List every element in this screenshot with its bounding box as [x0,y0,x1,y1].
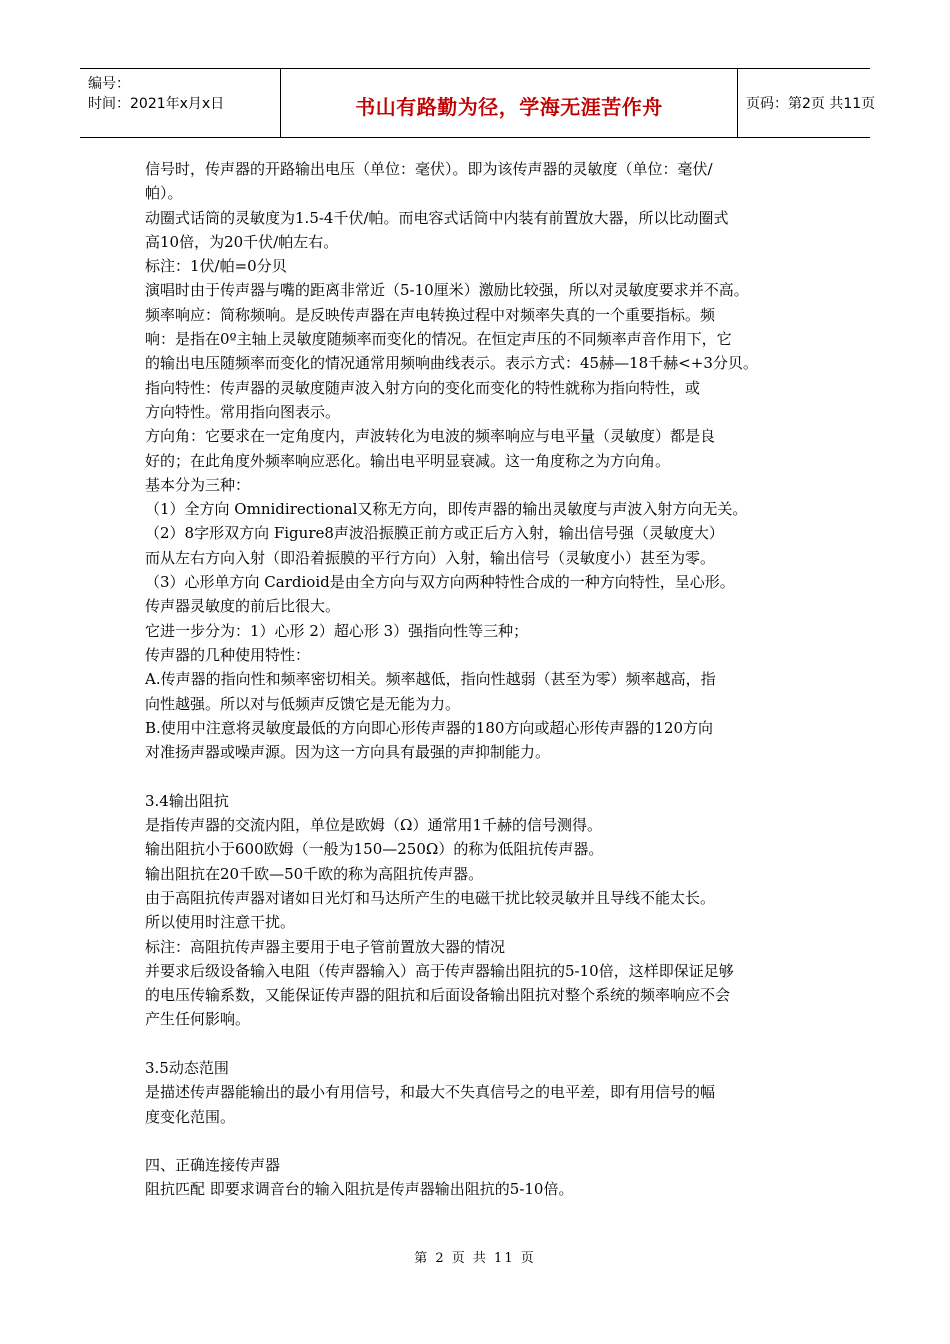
body-text-line: 并要求后级设备输入电阻（传声器输入）高于传声器输出阻抗的5-10倍，这样即保证足够 [145,961,734,980]
body-text-line: 好的；在此角度外频率响应恶化。输出电平明显衰减。这一角度称之为方向角。 [145,451,671,470]
body-text-line: 3.4输出阻抗 [145,791,229,810]
doc-date: 时间：2021年x月x日 [88,96,225,112]
page-footer: 第 2 页 共 11 页 [414,1251,536,1266]
body-text-line: 是指传声器的交流内阻，单位是欧姆（Ω）通常用1千赫的信号测得。 [145,816,602,835]
doc-number: 编号： [88,76,130,92]
page-header [80,68,876,138]
blank-line [145,764,810,788]
body-text-line: 四、正确连接传声器 [145,1156,281,1175]
body-text-line: 对准扬声器或噪声源。因为这一方向具有最强的声抑制能力。 [145,743,551,762]
body-text-line: （2）8字形双方向 Figure8声波沿振膜正前方或正后方入射，输出信号强（灵敏度大） [145,524,724,543]
body-text-line: 基本分为三种： [145,475,251,494]
body-text-line: 帕）。 [145,184,183,203]
body-text-line: 产生任何影响。 [145,1010,251,1029]
body-text-line: 标注：1伏/帕=0分贝 [145,257,287,276]
header-page-cell [738,69,876,137]
header-motto-cell [281,69,738,137]
body-text-line: 所以使用时注意干扰。 [145,913,296,932]
body-text-line: 的输出电压随频率而变化的情况通常用频响曲线表示。表示方式：45赫—18千赫<+3分贝。 [145,354,758,373]
header-meta-cell [80,69,281,137]
body-text-line: （1）全方向 Omnidirectional又称无方向，即传声器的输出灵敏度与声波入射方向无关。 [145,500,748,519]
body-text-line: 3.5动态范围 [145,1058,229,1077]
body-text-line: 而从左右方向入射（即沿着振膜的平行方向）入射，输出信号（灵敏度小）甚至为零。 [145,548,716,567]
body-text-line: 传声器灵敏度的前后比很大。 [145,597,341,616]
body-text-line: 是描述传声器能输出的最小有用信号，和最大不失真信号之的电平差，即有用信号的幅 [145,1083,716,1102]
blank-line [145,1032,810,1056]
body-text-line: 频率响应：简称频响。是反映传声器在声电转换过程中对频率失真的一个重要指标。频 [145,305,716,324]
body-text-line: 度变化范围。 [145,1107,236,1126]
body-text-line: （3）心形单方向 Cardioid是由全方向与双方向两种特性合成的一种方向特性，呈心形。 [145,573,735,592]
body-text-line: 阻抗匹配 即要求调音台的输入阻抗是传声器输出阻抗的5-10倍。 [145,1180,574,1199]
body-text-line: 的电压传输系数，又能保证传声器的阻抗和后面设备输出阻抗对整个系统的频率响应不会 [145,986,731,1005]
body-text-line: 它进一步分为：1）心形 2）超心形 3）强指向性等三种； [145,621,529,640]
body-text-line: 指向特性：传声器的灵敏度随声波入射方向的变化而变化的特性就称为指向特性，或 [145,378,701,397]
body-text-line: 方向角：它要求在一定角度内，声波转化为电波的频率响应与电平量（灵敏度）都是良 [145,427,716,446]
body-text-line: B.使用中注意将灵敏度最低的方向即心形传声器的180方向或超心形传声器的120方向 [145,718,714,737]
document-body [145,157,810,1202]
body-text-line: 动圈式话筒的灵敏度为1.5-4千伏/帕。而电容式话筒中内装有前置放大器，所以比动圈式 [145,208,729,227]
body-text-line: 输出阻抗在20千欧—50千欧的称为高阻抗传声器。 [145,864,484,883]
body-text-line: 信号时，传声器的开路输出电压（单位：毫伏）。即为该传声器的灵敏度（单位：毫伏/ [145,160,713,178]
body-text-line: 传声器的几种使用特性： [145,645,311,664]
body-text-line: 标注：高阻抗传声器主要用于电子管前置放大器的情况 [145,937,506,956]
body-text-line: 高10倍，为20千伏/帕左右。 [145,232,339,251]
blank-line [145,1129,810,1153]
body-text-line: A.传声器的指向性和频率密切相关。频率越低，指向性越弱（甚至为零）频率越高，指 [145,670,716,689]
body-text-line: 演唱时由于传声器与嘴的距离非常近（5-10厘米）激励比较强，所以对灵敏度要求并不高。 [145,281,749,300]
body-text-line: 输出阻抗小于600欧姆（一般为150—250Ω）的称为低阻抗传声器。 [145,840,604,859]
body-text-line: 响：是指在0º主轴上灵敏度随频率而变化的情况。在恒定声压的不同频率声音作用下，它 [145,330,732,349]
body-text-line: 方向特性。常用指向图表示。 [145,402,341,421]
body-text-line: 向性越强。所以对与低频声反馈它是无能为力。 [145,694,461,713]
header-page-info: 页码：第2页 共11页 [746,96,876,112]
header-motto: 书山有路勤为径，学海无涯苦作舟 [355,95,663,119]
body-text-line: 由于高阻抗传声器对诸如日光灯和马达所产生的电磁干扰比较灵敏并且导线不能太长。 [145,888,716,907]
